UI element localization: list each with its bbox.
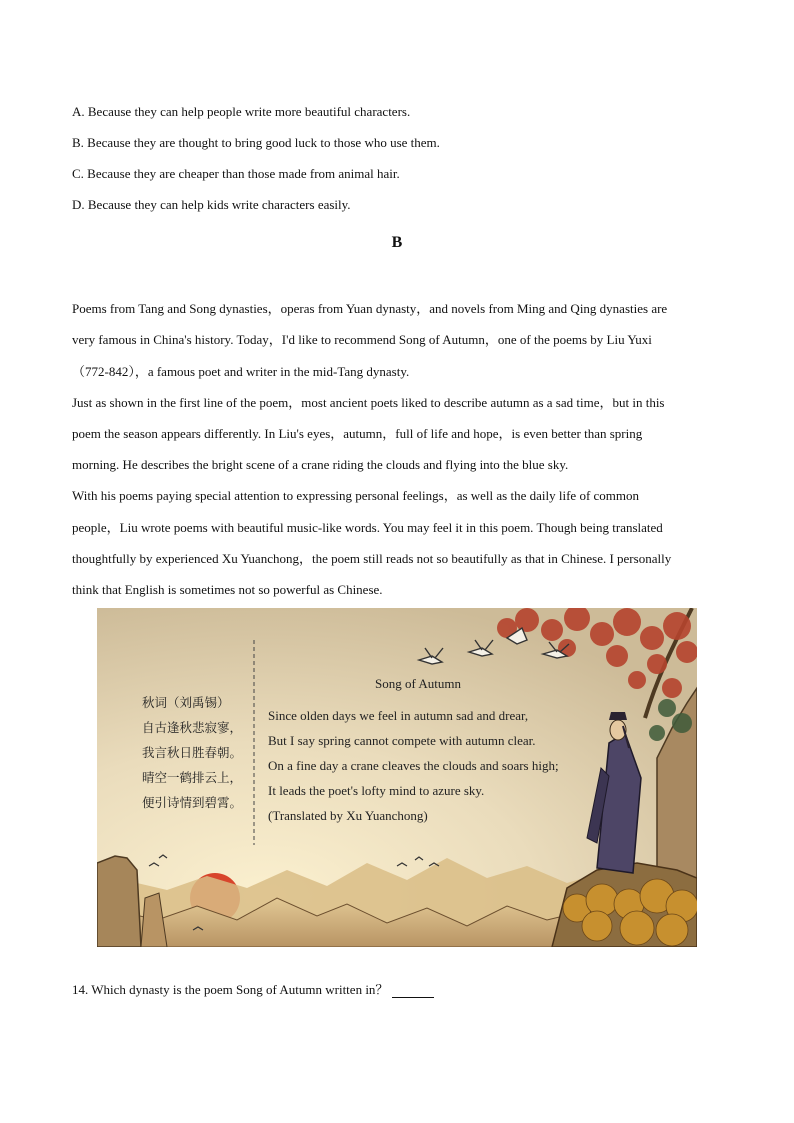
english-poem-line: Since olden days we feel in autumn sad and drear, bbox=[268, 708, 529, 723]
translation-credit: (Translated by Xu Yuanchong) bbox=[268, 808, 428, 823]
question-text: 14. Which dynasty is the poem Song of Autumn written in？ bbox=[72, 982, 389, 997]
chinese-poem-line: 自古逢秋悲寂寥， bbox=[142, 720, 243, 735]
chinese-poem bbox=[142, 690, 242, 815]
question-14 bbox=[72, 982, 434, 998]
option-d: D. Because they can help kids write characters easily. bbox=[72, 197, 351, 212]
english-poem-line: But I say spring cannot compete with autumn clear. bbox=[268, 733, 536, 748]
passage-line: With his poems paying special attention to expressing personal feelings，as well as the daily life of common bbox=[72, 488, 640, 503]
passage-line: morning. He describes the bright scene of a crane riding the clouds and flying into the blue sky. bbox=[72, 457, 569, 472]
passage-line: Poems from Tang and Song dynasties，operas from Yuan dynasty，and novels from Ming and Qing dynasties are bbox=[72, 301, 668, 316]
passage-line: people，Liu wrote poems with beautiful music-like words. You may feel it in this poem. Though being translated bbox=[72, 520, 663, 535]
english-poem bbox=[268, 703, 559, 828]
chinese-poem-line: 便引诗情到碧霄。 bbox=[142, 795, 243, 810]
section-heading: B bbox=[391, 234, 403, 251]
answer-blank[interactable] bbox=[392, 985, 434, 998]
chinese-poem-line: 我言秋日胜春朝。 bbox=[142, 745, 243, 760]
option-b: B. Because they are thought to bring good luck to those who use them. bbox=[72, 135, 440, 150]
passage-line: （772-842），a famous poet and writer in the mid-Tang dynasty. bbox=[72, 364, 410, 379]
chinese-poem-line: 晴空一鹤排云上， bbox=[142, 770, 243, 785]
option-a: A. Because they can help people write more beautiful characters. bbox=[72, 104, 411, 119]
english-poem-line: It leads the poet's lofty mind to azure sky. bbox=[268, 783, 485, 798]
left-cliff bbox=[97, 856, 141, 947]
passage-line: think that English is sometimes not so powerful as Chinese. bbox=[72, 582, 383, 597]
passage-line: very famous in China's history. Today，I'd like to recommend Song of Autumn，one of the poems by Liu Yuxi bbox=[72, 332, 652, 347]
english-poem-line: On a fine day a crane cleaves the clouds and soars high; bbox=[268, 758, 559, 773]
english-poem-title: Song of Autumn bbox=[375, 676, 461, 691]
option-c: C. Because they are cheaper than those made from animal hair. bbox=[72, 166, 400, 181]
chinese-poem-title: 秋词（刘禹锡） bbox=[142, 695, 230, 710]
passage-line: thoughtfully by experienced Xu Yuanchong，the poem still reads not so beautifully as that in Chinese. I personally bbox=[72, 551, 672, 566]
passage-line: poem the season appears differently. In Liu's eyes，autumn，full of life and hope，is even better than spring bbox=[72, 426, 643, 441]
passage-line: Just as shown in the first line of the poem，most ancient poets liked to describe autumn as a sad time，but in this bbox=[72, 395, 665, 410]
poem-illustration bbox=[97, 608, 697, 947]
